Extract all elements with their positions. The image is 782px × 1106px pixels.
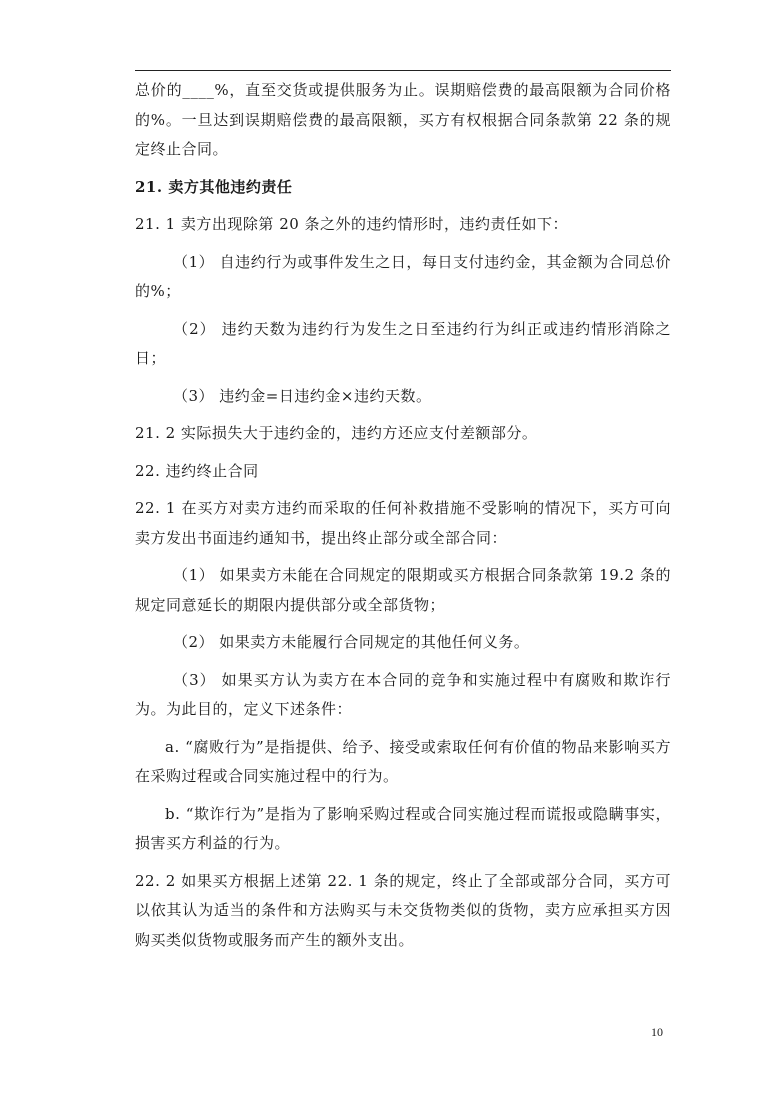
paragraph-6: （3） 违约金=日违约金×违约天数。 (173, 386, 432, 405)
paragraph-12: （3） 如果买方认为卖方在本合同的竞争和实施过程中有腐败和欺诈行为。为此目的，定义下述条件： (135, 670, 671, 718)
paragraph-13: a. “腐败行为”是指提供、给予、接受或索取任何有价值的物品来影响买方在采购过程或合同实施过程中的行为。 (135, 737, 671, 785)
paragraph-2: 21. 卖方其他违约责任 (135, 177, 293, 196)
paragraph-3: 21. 1 卖方出现除第 20 条之外的违约情形时，违约责任如下： (135, 215, 569, 233)
paragraph-4: （1） 自违约行为或事件发生之日，每日支付违约金，其金额为合同总价的%； (135, 252, 671, 300)
paragraph-15: 22. 2 如果买方根据上述第 22. 1 条的规定，终止了全部或部分合同，买方可以依其认为适当的条件和方法购买与未交货物类似的货物，卖方应承担买方因购买类似货物或服务而产生的额外支出。 (135, 871, 671, 949)
paragraph-1: 总价的____%，直至交货或提供服务为止。误期赔偿费的最高限额为合同价格的%。一旦达到误期赔偿费的最高限额，买方有权根据合同条款第 22 条的规定终止合同。 (135, 81, 671, 158)
paragraph-7: 21. 2 实际损失大于违约金的，违约方还应支付差额部分。 (135, 424, 538, 442)
page-body (135, 76, 671, 963)
paragraph-11: （2） 如果卖方未能履行合同规定的其他任何义务。 (173, 633, 530, 651)
paragraph-14: b. “欺诈行为”是指为了影响采购过程或合同实施过程而谎报或隐瞒事实，损害买方利益的行为。 (135, 804, 671, 852)
page-number: 10 (651, 1025, 663, 1039)
header-rule (135, 70, 671, 71)
paragraph-10: （1） 如果卖方未能在合同规定的限期或买方根据合同条款第 19.2 条的规定同意延长的期限内提供部分或全部货物； (135, 566, 671, 614)
paragraph-8: 22. 违约终止合同 (135, 461, 259, 480)
paragraph-9: 22. 1 在买方对卖方违约而采取的任何补救措施不受影响的情况下，买方可向卖方发出书面违约通知书，提出终止部分或全部合同： (135, 499, 671, 547)
paragraph-5: （2） 违约天数为违约行为发生之日至违约行为纠正或违约情形消除之日； (135, 319, 671, 367)
